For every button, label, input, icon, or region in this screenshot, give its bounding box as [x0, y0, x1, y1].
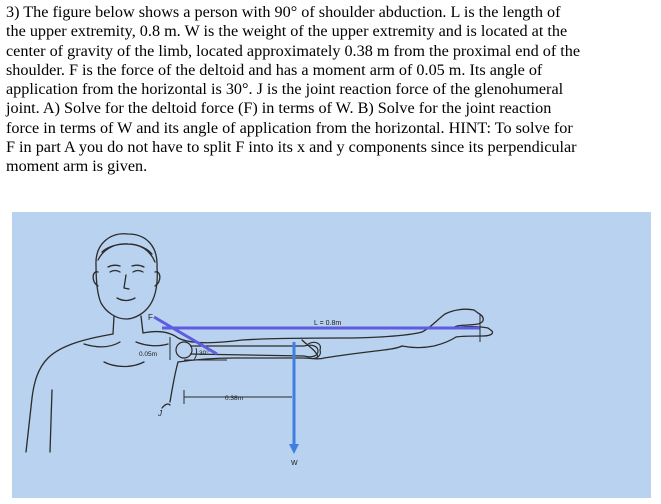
- figure-svg: [12, 212, 651, 498]
- problem-statement: [6, 3, 658, 177]
- problem-line: shoulder. F is the force of the deltoid and has a moment arm of 0.05 m. Its angle of: [6, 60, 543, 79]
- cog-distance-label: 0.38m: [225, 395, 244, 402]
- length-label: L = 0.8m: [314, 320, 342, 327]
- problem-line: moment arm is given.: [6, 157, 148, 176]
- joint-label: J: [158, 409, 162, 418]
- weight-label: W: [291, 460, 298, 467]
- angle-label: 30°: [199, 350, 209, 357]
- shoulder-abduction-figure: [12, 212, 651, 498]
- problem-line: joint. A) Solve for the deltoid force (F) in terms of W. B) Solve for the joint reaction: [6, 99, 552, 118]
- problem-line: force in terms of W and its angle of application from the horizontal. HINT: To solve for: [6, 118, 573, 137]
- problem-line: 3) The figure below shows a person with 90° of shoulder abduction. L is the length of: [6, 3, 561, 21]
- problem-line: center of gravity of the limb, located approximately 0.38 m from the proximal end of the: [6, 41, 581, 60]
- figure-background: [12, 212, 651, 498]
- problem-line: the upper extremity, 0.8 m. W is the weight of the upper extremity and is located at the: [6, 22, 568, 41]
- force-label: F: [148, 313, 153, 322]
- problem-line: application from the horizontal is 30°. J is the joint reaction force of the glenohumeral: [6, 80, 564, 99]
- moment-arm-label: 0.05m: [139, 351, 158, 358]
- problem-line: F in part A you do not have to split F into its x and y components since its perpendicular: [6, 138, 577, 157]
